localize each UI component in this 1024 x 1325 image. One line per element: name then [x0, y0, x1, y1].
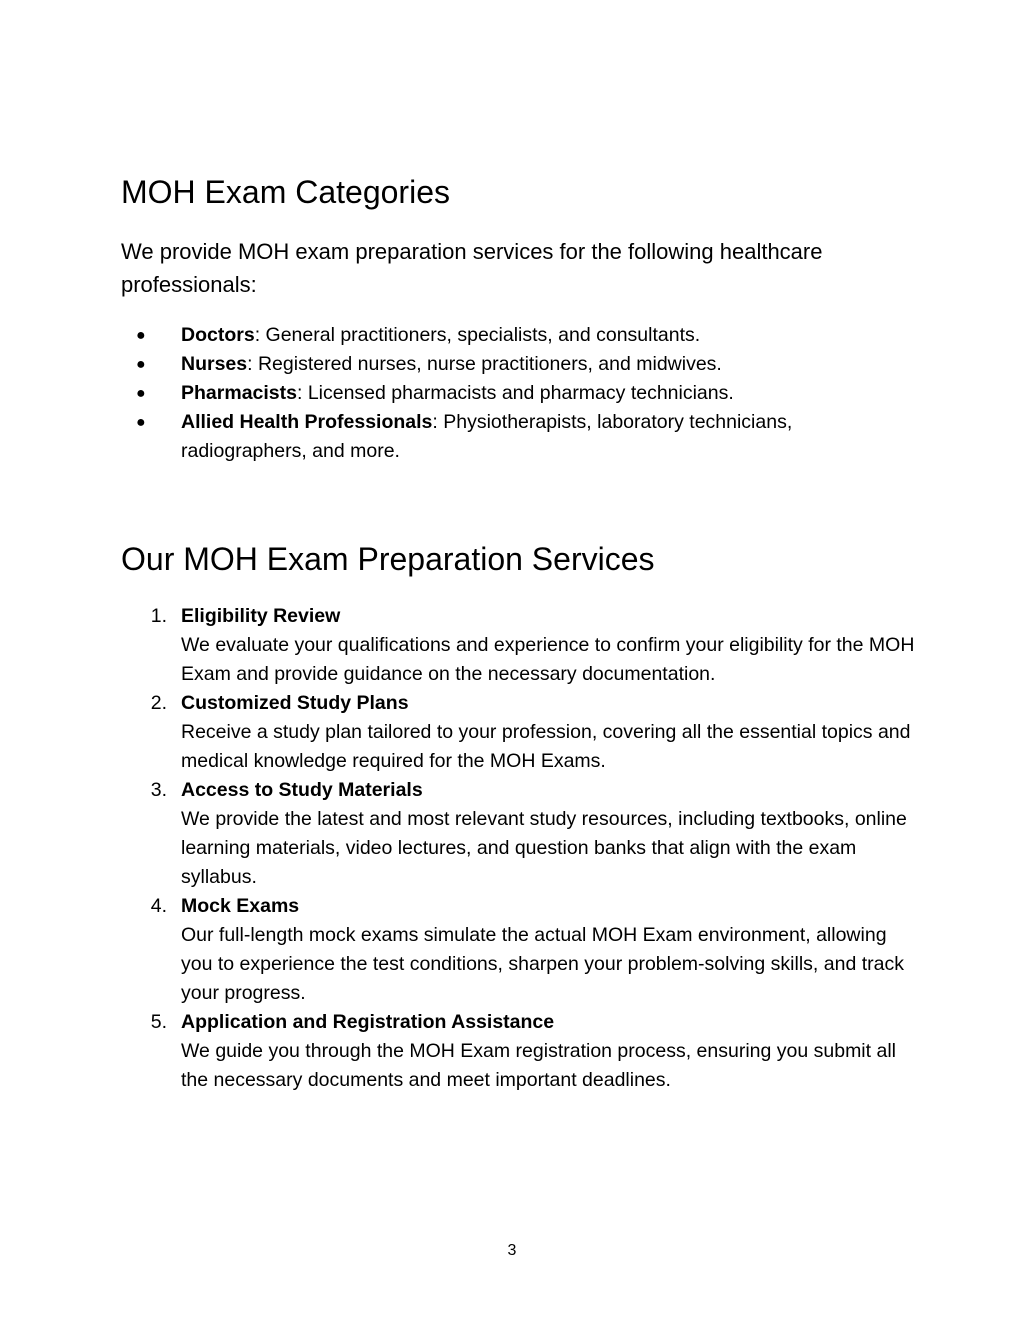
bullet-icon: ● [136, 385, 146, 402]
service-description: We guide you through the MOH Exam registration process, ensuring you submit all the necessary documents and meet important deadlines. [181, 1040, 896, 1091]
category-title: Doctors [181, 324, 255, 346]
item-number: 1. [150, 605, 167, 627]
list-item [121, 1008, 921, 1095]
category-text: : Registered nurses, nurse practitioners, and midwives. [247, 353, 722, 375]
service-description: We evaluate your qualifications and experience to confirm your eligibility for the MOH Exam and provide guidance on the necessary documentation. [181, 634, 915, 685]
list-item [121, 602, 921, 689]
bullet-icon: ● [136, 327, 146, 344]
category-title: Nurses [181, 353, 248, 375]
bullet-icon: ● [136, 356, 146, 373]
service-title: Eligibility Review [181, 605, 341, 627]
services-list [121, 602, 921, 1095]
list-item [121, 321, 921, 350]
list-item [121, 379, 921, 408]
category-text: : General practitioners, specialists, and consultants. [254, 324, 701, 346]
category-title: Pharmacists [181, 382, 297, 404]
item-number: 4. [150, 895, 167, 917]
list-item [121, 892, 921, 1008]
category-text: : Licensed pharmacists and pharmacy technicians. [296, 382, 734, 404]
item-number: 2. [150, 692, 167, 714]
services-heading: Our MOH Exam Preparation Services [121, 541, 655, 577]
categories-intro: We provide MOH exam preparation services for the following healthcare professionals: [121, 239, 823, 297]
item-number: 5. [150, 1011, 167, 1033]
list-item [121, 689, 921, 776]
service-description: We provide the latest and most relevant study resources, including textbooks, online learning materials, video lectures, and question banks that align with the exam syllabus. [181, 808, 907, 888]
category-title: Allied Health Professionals [181, 411, 433, 433]
service-title: Customized Study Plans [181, 692, 409, 714]
categories-list [121, 321, 921, 466]
service-title: Mock Exams [181, 895, 300, 917]
categories-heading: MOH Exam Categories [121, 174, 450, 210]
bullet-icon: ● [136, 414, 146, 431]
service-title: Access to Study Materials [181, 779, 423, 801]
service-description: Receive a study plan tailored to your profession, covering all the essential topics and medical knowledge required for the MOH Exams. [181, 721, 911, 772]
category-text: : Physiotherapists, laboratory technicians, radiographers, and more. [181, 411, 793, 462]
list-item [121, 350, 921, 379]
service-title: Application and Registration Assistance [181, 1011, 555, 1033]
page-number: 3 [507, 1242, 517, 1259]
item-number: 3. [150, 779, 167, 801]
list-item [121, 776, 921, 892]
service-description: Our full-length mock exams simulate the actual MOH Exam environment, allowing you to experience the test conditions, sharpen your problem-solving skills, and track your progress. [181, 924, 904, 1004]
list-item [121, 408, 921, 466]
